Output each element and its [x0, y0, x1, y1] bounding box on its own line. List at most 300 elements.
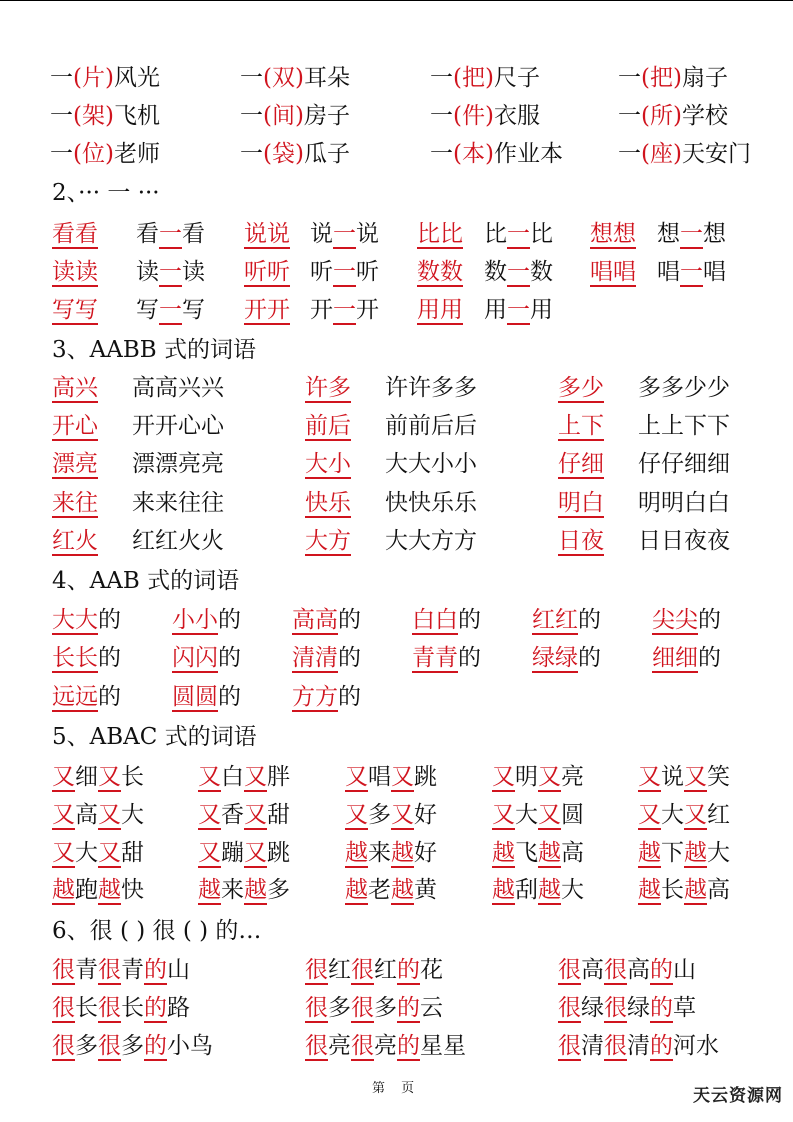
aabb-word [385, 486, 477, 520]
char: 来 [221, 877, 244, 903]
red-word: 开心 [52, 413, 98, 439]
red-char: 又 [684, 764, 707, 790]
aab-word [52, 680, 121, 714]
red-char: 又 [345, 764, 368, 790]
char: 路 [167, 995, 190, 1021]
one-char: 一 [507, 221, 530, 247]
char: 白 [221, 764, 244, 790]
expanded-word: 大大方方 [385, 528, 477, 554]
measure-word: (片) [73, 65, 114, 91]
abac-word [638, 798, 730, 832]
red-char: 很 [52, 1033, 75, 1059]
base-word [305, 409, 351, 443]
aab-row [0, 603, 793, 637]
aabb-word [132, 409, 224, 443]
red-char: 又 [244, 840, 267, 866]
measure-word-item [50, 137, 160, 171]
char: 多 [267, 877, 290, 903]
base-word [558, 486, 604, 520]
red-char: 越 [52, 877, 75, 903]
aab-word [532, 641, 601, 675]
aab-word [172, 603, 241, 637]
base-word [558, 447, 604, 481]
hen-row [0, 1029, 793, 1063]
char: 老 [368, 877, 391, 903]
de-char: 的 [218, 607, 241, 633]
expanded-word: 上上下下 [638, 413, 730, 439]
expanded-word: 仔仔细细 [638, 451, 730, 477]
red-char: 又 [492, 802, 515, 828]
reduplicated-word [52, 255, 98, 289]
base-word [305, 524, 351, 558]
verb: 读 [136, 259, 159, 285]
hen-row [0, 953, 793, 987]
aabb-row [0, 371, 793, 405]
abac-word [638, 873, 730, 907]
verb: 唱 [703, 259, 726, 285]
verb: 开 [356, 297, 379, 323]
red-char: 的 [397, 1033, 420, 1059]
one-char: 一 [159, 297, 182, 323]
base-word [52, 371, 98, 405]
de-char: 的 [578, 607, 601, 633]
char: 亮 [374, 1033, 397, 1059]
de-char: 的 [578, 645, 601, 671]
red-char: 很 [98, 995, 121, 1021]
char: 好 [414, 802, 437, 828]
red-char: 越 [345, 840, 368, 866]
char: 香 [221, 802, 244, 828]
base-word [305, 371, 351, 405]
hen-phrase [558, 953, 696, 987]
measure-word: (本) [453, 141, 494, 167]
measure-word: (袋) [263, 141, 304, 167]
red-char: 的 [650, 995, 673, 1021]
red-word: 高兴 [52, 375, 98, 401]
aabb-row [0, 524, 793, 558]
aab-word [412, 641, 481, 675]
number-one: 一 [240, 141, 263, 167]
de-char: 的 [218, 684, 241, 710]
section-heading-2: 2、··· 一 ··· [52, 180, 160, 206]
red-word: 大方 [305, 528, 351, 554]
red-char: 又 [52, 802, 75, 828]
hen-phrase [558, 991, 696, 1025]
page-number: 第 页 [372, 1081, 415, 1096]
red-char: 越 [198, 877, 221, 903]
section-heading-5: 5、ABAC 式的词语 [52, 724, 257, 750]
abac-word [198, 836, 290, 870]
char: 高 [581, 957, 604, 983]
measure-word-item [618, 137, 751, 171]
red-word: 远远 [52, 684, 98, 710]
aab-word [52, 603, 121, 637]
red-word: 唱唱 [590, 259, 636, 285]
red-char: 又 [198, 764, 221, 790]
verb: 读 [182, 259, 205, 285]
expanded-word: 日日夜夜 [638, 528, 730, 554]
char: 红 [328, 957, 351, 983]
reduplication-row [0, 255, 793, 289]
number-one: 一 [50, 141, 73, 167]
noun: 尺子 [493, 65, 540, 91]
char: 明 [515, 764, 538, 790]
red-char: 又 [492, 764, 515, 790]
verb: 数 [530, 259, 553, 285]
abac-word [52, 836, 144, 870]
red-char: 很 [305, 1033, 328, 1059]
char: 长 [121, 764, 144, 790]
expanded-word: 漂漂亮亮 [132, 451, 224, 477]
aabb-word [132, 371, 224, 405]
red-char: 越 [98, 877, 121, 903]
number-one: 一 [618, 141, 641, 167]
number-one: 一 [240, 103, 263, 129]
red-word: 多少 [558, 375, 604, 401]
aabb-word [132, 486, 224, 520]
verb: 想 [703, 221, 726, 247]
aabb-word [385, 409, 477, 443]
red-char: 很 [52, 995, 75, 1021]
red-word: 长长 [52, 645, 98, 671]
char: 说 [661, 764, 684, 790]
number-one: 一 [618, 103, 641, 129]
char: 多 [328, 995, 351, 1021]
reduplicated-word [244, 255, 290, 289]
red-word: 说说 [244, 221, 290, 247]
hen-phrase [305, 991, 443, 1025]
abac-row [0, 873, 793, 907]
aabb-row [0, 409, 793, 443]
char: 跑 [75, 877, 98, 903]
char: 圆 [561, 802, 584, 828]
abac-word [198, 873, 290, 907]
char: 绿 [581, 995, 604, 1021]
char: 云 [420, 995, 443, 1021]
measure-word-item [618, 61, 728, 95]
base-word [52, 486, 98, 520]
red-word: 圆圆 [172, 684, 218, 710]
red-char: 越 [538, 840, 561, 866]
char: 清 [627, 1033, 650, 1059]
red-word: 明白 [558, 490, 604, 516]
red-word: 小小 [172, 607, 218, 633]
red-word: 大大 [52, 607, 98, 633]
abac-word [198, 760, 290, 794]
red-char: 很 [604, 957, 627, 983]
verb: 唱 [657, 259, 680, 285]
abac-row [0, 836, 793, 870]
red-char: 很 [52, 957, 75, 983]
hen-phrase [305, 1029, 466, 1063]
red-char: 的 [144, 995, 167, 1021]
measure-word: (件) [453, 103, 494, 129]
char: 来 [368, 840, 391, 866]
char: 细 [75, 764, 98, 790]
char: 跳 [267, 840, 290, 866]
red-char: 很 [305, 957, 328, 983]
char: 山 [673, 957, 696, 983]
abac-word [345, 873, 437, 907]
red-word: 青青 [412, 645, 458, 671]
red-char: 越 [391, 840, 414, 866]
abac-word [345, 760, 437, 794]
red-char: 的 [650, 1033, 673, 1059]
aab-word [652, 641, 721, 675]
expanded-word: 快快乐乐 [385, 490, 477, 516]
number-one: 一 [430, 65, 453, 91]
red-char: 越 [684, 840, 707, 866]
red-char: 又 [98, 764, 121, 790]
de-char: 的 [338, 645, 361, 671]
char: 多 [368, 802, 391, 828]
noun: 老师 [113, 141, 160, 167]
section-heading-6: 6、很 ( ) 很 ( ) 的… [52, 918, 262, 944]
measure-word-item [430, 99, 540, 133]
measure-word-item [618, 99, 728, 133]
verb: 写 [136, 297, 159, 323]
char: 唱 [368, 764, 391, 790]
verb: 听 [356, 259, 379, 285]
red-word: 清清 [292, 645, 338, 671]
de-char: 的 [218, 645, 241, 671]
verb-one-verb [136, 217, 205, 251]
char: 好 [414, 840, 437, 866]
one-char: 一 [159, 221, 182, 247]
red-word: 高高 [292, 607, 338, 633]
abac-word [492, 873, 584, 907]
base-word [558, 371, 604, 405]
measure-word: (把) [453, 65, 494, 91]
char: 高 [561, 840, 584, 866]
noun: 天安门 [681, 141, 751, 167]
de-char: 的 [698, 645, 721, 671]
red-char: 又 [98, 802, 121, 828]
hen-phrase [305, 953, 443, 987]
aab-word [652, 603, 721, 637]
verb: 看 [136, 221, 159, 247]
abac-word [345, 798, 437, 832]
char: 河水 [673, 1033, 719, 1059]
section-heading-3: 3、AABB 式的词语 [52, 337, 256, 363]
aab-row [0, 641, 793, 675]
char: 山 [167, 957, 190, 983]
red-char: 越 [638, 840, 661, 866]
red-word: 仔细 [558, 451, 604, 477]
red-char: 又 [198, 840, 221, 866]
reduplication-row [0, 293, 793, 327]
red-char: 越 [492, 840, 515, 866]
de-char: 的 [698, 607, 721, 633]
noun: 飞机 [113, 103, 160, 129]
noun: 作业本 [493, 141, 563, 167]
aabb-word [385, 447, 477, 481]
red-word: 写写 [52, 297, 98, 323]
aabb-word [132, 524, 224, 558]
verb: 开 [310, 297, 333, 323]
red-word: 红火 [52, 528, 98, 554]
aabb-word [385, 371, 477, 405]
red-char: 越 [244, 877, 267, 903]
one-char: 一 [159, 259, 182, 285]
number-one: 一 [50, 65, 73, 91]
red-word: 想想 [590, 221, 636, 247]
red-char: 的 [397, 957, 420, 983]
verb-one-verb [657, 255, 726, 289]
red-word: 快乐 [305, 490, 351, 516]
red-char: 的 [144, 1033, 167, 1059]
char: 长 [75, 995, 98, 1021]
measure-word-item [240, 99, 350, 133]
red-char: 越 [345, 877, 368, 903]
red-char: 又 [391, 764, 414, 790]
one-char: 一 [680, 259, 703, 285]
char: 多 [75, 1033, 98, 1059]
aabb-word [638, 447, 730, 481]
expanded-word: 高高兴兴 [132, 375, 224, 401]
red-char: 很 [98, 957, 121, 983]
base-word [305, 447, 351, 481]
de-char: 的 [98, 607, 121, 633]
char: 胖 [267, 764, 290, 790]
one-char: 一 [507, 259, 530, 285]
reduplicated-word [590, 217, 636, 251]
char: 大 [75, 840, 98, 866]
char: 飞 [515, 840, 538, 866]
verb-one-verb [484, 293, 553, 327]
verb-one-verb [310, 293, 379, 327]
reduplicated-word [52, 217, 98, 251]
char: 蹦 [221, 840, 244, 866]
measure-word: (架) [73, 103, 114, 129]
aab-word [412, 603, 481, 637]
verb-one-verb [657, 217, 726, 251]
verb-one-verb [310, 217, 379, 251]
char: 草 [673, 995, 696, 1021]
one-char: 一 [333, 221, 356, 247]
char: 多 [374, 995, 397, 1021]
red-word: 细细 [652, 645, 698, 671]
aab-word [532, 603, 601, 637]
verb: 想 [657, 221, 680, 247]
measure-word: (位) [73, 141, 114, 167]
red-word: 漂亮 [52, 451, 98, 477]
red-word: 看看 [52, 221, 98, 247]
abac-word [52, 873, 144, 907]
verb-one-verb [136, 255, 205, 289]
char: 大 [707, 840, 730, 866]
char: 下 [661, 840, 684, 866]
aab-word [52, 641, 121, 675]
noun: 扇子 [681, 65, 728, 91]
char: 多 [121, 1033, 144, 1059]
abac-word [492, 798, 584, 832]
aabb-row [0, 447, 793, 481]
measure-word-item [430, 137, 563, 171]
char: 跳 [414, 764, 437, 790]
char: 花 [420, 957, 443, 983]
char: 快 [121, 877, 144, 903]
red-char: 很 [558, 1033, 581, 1059]
aabb-word [638, 409, 730, 443]
abac-word [638, 836, 730, 870]
abac-row [0, 760, 793, 794]
verb: 比 [530, 221, 553, 247]
aabb-word [132, 447, 224, 481]
measure-word-item [50, 61, 160, 95]
red-word: 红红 [532, 607, 578, 633]
red-char: 又 [638, 764, 661, 790]
red-word: 用用 [417, 297, 463, 323]
aab-word [292, 680, 361, 714]
expanded-word: 红红火火 [132, 528, 224, 554]
red-char: 又 [638, 802, 661, 828]
measure-word: (所) [641, 103, 682, 129]
number-one: 一 [240, 65, 263, 91]
red-char: 越 [538, 877, 561, 903]
expanded-word: 前前后后 [385, 413, 477, 439]
char: 大 [661, 802, 684, 828]
red-word: 白白 [412, 607, 458, 633]
expanded-word: 大大小小 [385, 451, 477, 477]
base-word [52, 447, 98, 481]
red-char: 又 [391, 802, 414, 828]
aabb-row [0, 486, 793, 520]
base-word [305, 486, 351, 520]
de-char: 的 [98, 684, 121, 710]
red-char: 又 [98, 840, 121, 866]
char: 亮 [561, 764, 584, 790]
red-word: 闪闪 [172, 645, 218, 671]
noun: 衣服 [493, 103, 540, 129]
abac-word [492, 836, 584, 870]
char: 星星 [420, 1033, 466, 1059]
red-char: 越 [638, 877, 661, 903]
hen-row [0, 991, 793, 1025]
abac-word [198, 798, 290, 832]
char: 绿 [627, 995, 650, 1021]
base-word [558, 524, 604, 558]
watermark-logo: 天云资源网 [693, 1086, 783, 1106]
expanded-word: 来来往往 [132, 490, 224, 516]
red-char: 又 [198, 802, 221, 828]
red-word: 方方 [292, 684, 338, 710]
red-word: 大小 [305, 451, 351, 477]
char: 笑 [707, 764, 730, 790]
measure-row [0, 61, 793, 95]
red-word: 尖尖 [652, 607, 698, 633]
noun: 学校 [681, 103, 728, 129]
char: 亮 [328, 1033, 351, 1059]
measure-word: (双) [263, 65, 304, 91]
hen-phrase [52, 953, 190, 987]
red-char: 很 [351, 1033, 374, 1059]
verb: 说 [310, 221, 333, 247]
aabb-word [638, 486, 730, 520]
char: 刮 [515, 877, 538, 903]
red-char: 很 [604, 1033, 627, 1059]
number-one: 一 [430, 141, 453, 167]
char: 高 [627, 957, 650, 983]
noun: 耳朵 [303, 65, 350, 91]
de-char: 的 [338, 607, 361, 633]
verb: 写 [182, 297, 205, 323]
verb: 比 [484, 221, 507, 247]
red-word: 读读 [52, 259, 98, 285]
red-char: 很 [351, 957, 374, 983]
measure-row [0, 99, 793, 133]
char: 黄 [414, 877, 437, 903]
